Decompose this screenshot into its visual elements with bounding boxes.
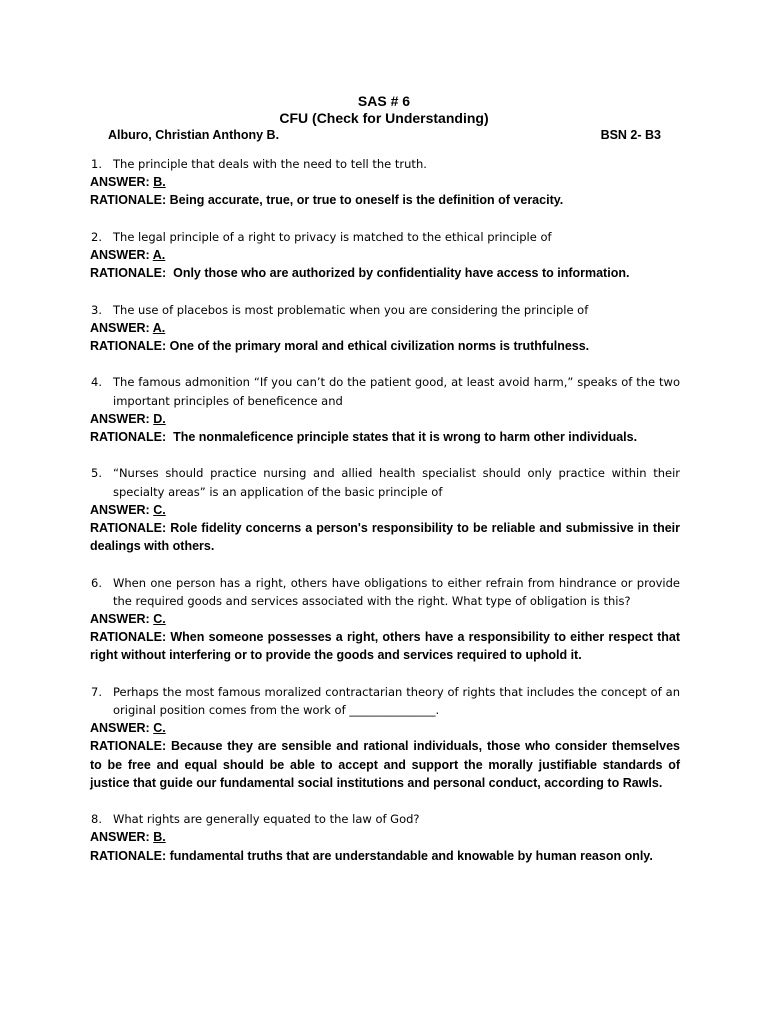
- rationale-text: Being accurate, true, or true to oneself is the definition of veracity.: [169, 193, 564, 208]
- rationale-text: Because they are sensible and rational individuals, those who consider themselves to be free and equal should be able to accept and support the morally justifiable standards of justice that guide our fundamental social institutions and personal conduct, according to Rawls.: [90, 739, 684, 790]
- rationale-line: [90, 628, 684, 664]
- answer-value: D.: [153, 411, 166, 426]
- rationale-text: Only those who are authorized by confidentiality have access to information.: [169, 266, 630, 281]
- rationale-text: fundamental truths that are understandable and knowable by human reason only.: [169, 848, 653, 863]
- rationale-line: [90, 191, 680, 209]
- question-item: [90, 574, 684, 665]
- question-line: [90, 228, 680, 246]
- student-name: Alburo, Christian Anthony B.: [108, 128, 280, 142]
- answer-label: ANSWER:: [90, 320, 153, 335]
- question-number: 2.: [91, 229, 102, 244]
- question-line: [90, 155, 680, 173]
- question-item: [90, 373, 680, 446]
- question-item: [90, 683, 684, 792]
- answer-value: C.: [153, 612, 166, 626]
- question-text: What rights are generally equated to the law of God?: [113, 812, 420, 827]
- answer-label: ANSWER:: [90, 502, 154, 517]
- answer-value: A.: [152, 248, 166, 262]
- question-line: [90, 373, 680, 409]
- question-number: 8.: [91, 812, 102, 827]
- question-line: [90, 810, 680, 828]
- answer-line: [90, 246, 680, 264]
- rationale-line: [90, 519, 684, 555]
- answer-line: [90, 610, 680, 628]
- rationale-label: RATIONALE:: [90, 430, 170, 444]
- rationale-text: The nonmaleficence principle states that it is wrong to harm other individuals.: [169, 430, 638, 444]
- question-text: When one person has a right, others have obligations to either refrain from hindrance or provide the required goods and services associated with the right. What type of obligation is this?: [113, 575, 680, 608]
- rationale-label: RATIONALE:: [90, 521, 171, 535]
- question-line: [90, 683, 680, 719]
- question-text: The principle that deals with the need to tell the truth.: [113, 157, 427, 171]
- question-item: [90, 301, 680, 356]
- document-subtitle: CFU (Check for Understanding): [279, 110, 489, 126]
- document-title: SAS # 6: [357, 93, 411, 109]
- student-info-row: [108, 128, 661, 142]
- question-number: 3.: [91, 302, 102, 317]
- rationale-line: [90, 737, 684, 792]
- question-item: [90, 155, 680, 210]
- answer-label: ANSWER:: [90, 411, 154, 426]
- question-line: [90, 464, 680, 500]
- question-text: The legal principle of a right to privacy is matched to the ethical principle of: [113, 229, 552, 244]
- question-number: 1.: [91, 157, 102, 171]
- question-item: [90, 228, 680, 283]
- rationale-text: Role fidelity concerns a person's responsibility to be reliable and submissive in their dealings with others.: [90, 521, 684, 554]
- answer-value: C.: [153, 502, 166, 517]
- question-number: 6.: [91, 575, 102, 590]
- question-line: [90, 574, 680, 610]
- answer-line: [90, 173, 680, 191]
- question-text: The use of placebos is most problematic when you are considering the principle of: [113, 302, 589, 317]
- answer-value: A.: [152, 320, 166, 335]
- question-text: Perhaps the most famous moralized contractarian theory of rights that includes the concept of an original position comes from the work of _______________.: [113, 684, 680, 717]
- rationale-label: RATIONALE:: [90, 339, 170, 353]
- question-number: 4.: [91, 375, 102, 390]
- question-line: [90, 301, 680, 319]
- rationale-label: RATIONALE:: [90, 193, 170, 208]
- answer-line: [90, 501, 680, 519]
- answer-label: ANSWER:: [90, 175, 154, 190]
- rationale-text: When someone possesses a right, others have a responsibility to either respect that right without interfering or to provide the goods and services required to uphold it.: [90, 630, 684, 663]
- rationale-label: RATIONALE:: [90, 739, 171, 754]
- question-number: 5.: [91, 466, 102, 481]
- question-text: The famous admonition “If you can’t do the patient good, at least avoid harm,” speaks of the two important principles of beneficence and: [113, 375, 680, 408]
- rationale-text: One of the primary moral and ethical civilization norms is truthfulness.: [169, 339, 590, 353]
- rationale-label: RATIONALE:: [90, 630, 171, 645]
- question-list: [90, 155, 684, 883]
- answer-value: B.: [153, 175, 166, 190]
- answer-line: [90, 410, 680, 428]
- answer-line: [90, 319, 680, 337]
- rationale-line: [90, 428, 680, 446]
- rationale-label: RATIONALE:: [90, 848, 170, 863]
- question-number: 7.: [91, 684, 102, 699]
- answer-value: B.: [153, 830, 166, 845]
- answer-label: ANSWER:: [90, 612, 154, 626]
- rationale-line: [90, 264, 680, 282]
- question-item: [90, 464, 684, 555]
- student-section: BSN 2- B3: [600, 128, 661, 142]
- answer-label: ANSWER:: [90, 721, 154, 736]
- answer-label: ANSWER:: [90, 248, 153, 262]
- rationale-line: [90, 847, 680, 865]
- answer-line: [90, 719, 680, 737]
- question-text: “Nurses should practice nursing and allied health specialist should only practice within their specialty areas” is an application of the basic principle of: [113, 466, 680, 499]
- rationale-line: [90, 337, 680, 355]
- answer-line: [90, 828, 680, 846]
- question-item: [90, 810, 680, 865]
- answer-value: C.: [153, 721, 166, 736]
- answer-label: ANSWER:: [90, 830, 154, 845]
- rationale-label: RATIONALE:: [90, 266, 170, 281]
